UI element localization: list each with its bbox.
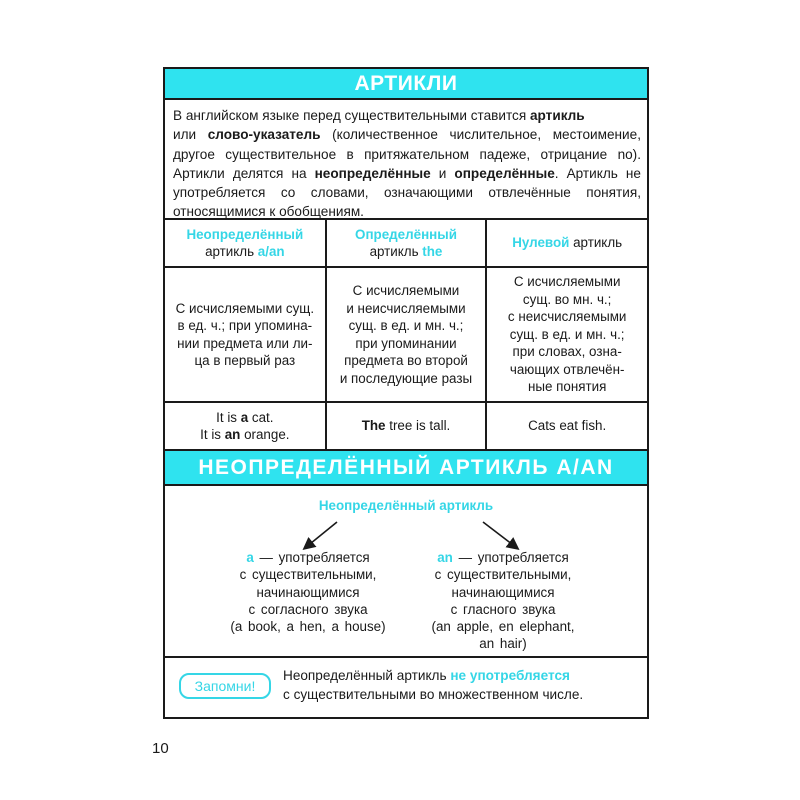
- an-word: an: [437, 550, 453, 565]
- a-text: — употребляется с существительными, начинающимися с согласного звука (a book, a hen, a house): [230, 550, 386, 635]
- note-text: [283, 667, 583, 704]
- example-cell: [326, 402, 487, 449]
- header-highlight: Неопределённый: [186, 226, 304, 242]
- an-usage: [403, 549, 603, 653]
- articles-card: [163, 67, 649, 719]
- table-row-usage: [165, 267, 647, 402]
- arrow-left-icon: [305, 522, 337, 548]
- t: tree is tall.: [385, 418, 451, 434]
- t: The: [361, 418, 386, 434]
- intro-text: В английском языке перед существительными ставится: [173, 108, 530, 123]
- a-usage: [208, 549, 408, 635]
- usage-cell: С исчисляемыми сущ. в ед. ч.; при упомина- нии предмета или ли- ца в первый раз: [165, 267, 326, 402]
- usage-cell: С исчисляемыми сущ. во мн. ч.; с неисчисляемыми сущ. в ед. и мн. ч.; при словах, озна- чающих отвлечён- ные понятия: [486, 267, 647, 402]
- t: с существительными во множественном числе.: [283, 686, 584, 702]
- t: It is: [216, 409, 241, 425]
- example-cell: [165, 402, 326, 449]
- intro-text: . Артикль не употребляется со словами, означающими отвлечённые понятия, относящимися к обобщениям.: [173, 165, 641, 220]
- table-header-row: [165, 220, 647, 267]
- header-text: артикль: [205, 244, 258, 259]
- header-highlight: Определённый: [355, 226, 457, 242]
- an-text: — употребляется с существительными, начинающимися с гласного звука (an apple, en elephant, an hair): [431, 550, 575, 652]
- articles-table: [165, 220, 647, 449]
- table-row-examples: [165, 402, 647, 449]
- t: cat.: [248, 409, 274, 425]
- usage-cell: С исчисляемыми и неисчисляемыми сущ. в ед. и мн. ч.; при упоминании предмета во второй и последующие разы: [326, 267, 487, 402]
- intro-text: или: [173, 127, 197, 143]
- intro-paragraph: [165, 100, 647, 220]
- t: a: [240, 409, 249, 425]
- header-highlight: Нулевой: [512, 235, 570, 251]
- t: an: [224, 427, 241, 442]
- page-number: 10: [152, 740, 169, 757]
- header-text: артикль: [569, 235, 623, 251]
- intro-bold: артикль: [530, 108, 585, 123]
- section-title-indefinite: НЕОПРЕДЕЛЁННЫЙ АРТИКЛЬ A/AN: [165, 449, 647, 486]
- example-cell: Cats eat fish.: [486, 402, 647, 449]
- intro-text: и: [430, 165, 455, 181]
- arrow-right-icon: [483, 522, 517, 548]
- t: Неопределённый артикль: [283, 668, 451, 683]
- remember-badge: Запомни!: [179, 673, 271, 699]
- t: orange.: [240, 427, 290, 442]
- indefinite-subtitle: Неопределённый артикль: [318, 498, 494, 513]
- note-highlight: не употребляется: [450, 668, 570, 683]
- header-definite: [326, 220, 487, 267]
- intro-bold: слово-указатель: [207, 127, 321, 143]
- t: It is: [200, 427, 225, 442]
- intro-text: (количественное числительное, местоимение, другое существительное в притяжательном падеже, отрицание no). Артикли делятся на: [173, 127, 641, 181]
- indefinite-section: [165, 486, 647, 658]
- header-highlight: a/an: [257, 244, 285, 259]
- a-word: a: [246, 550, 254, 565]
- header-zero: [486, 220, 647, 267]
- header-text: артикль: [369, 244, 423, 259]
- header-highlight: the: [422, 244, 443, 259]
- remember-note: [165, 658, 647, 710]
- header-indefinite: [165, 220, 326, 267]
- section-title-articles: АРТИКЛИ: [165, 69, 647, 100]
- intro-bold: неопределённые: [314, 165, 431, 181]
- intro-bold: определённые: [454, 165, 555, 181]
